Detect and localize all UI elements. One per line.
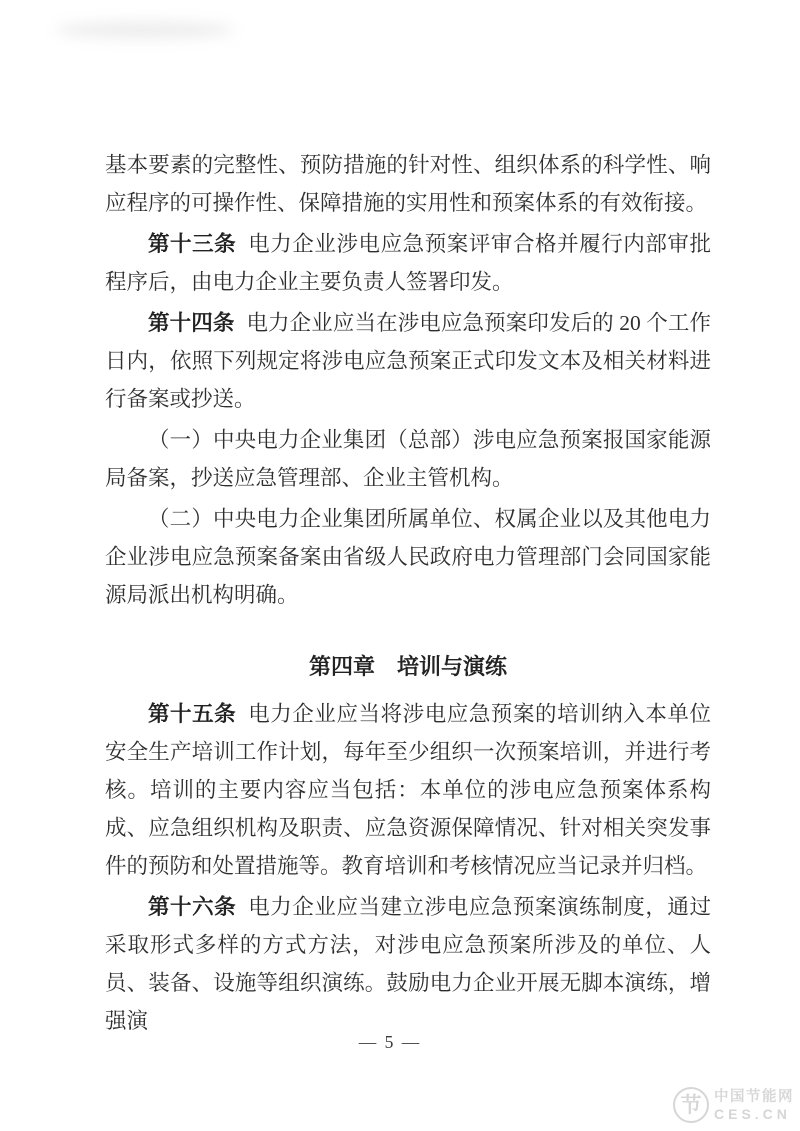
page-number	[105, 1032, 675, 1053]
paragraph-text: 电力企业涉电应急预案评审合格并履行内部审批程序后，由电力企业主要负责人签署印发。	[105, 232, 711, 294]
watermark-site-name: 中国节能网	[714, 1088, 794, 1105]
paragraph-text: 电力企业应当建立涉电应急预案演练制度，通过采取形式多样的方式方法，对涉电应急预案所涉及的单位、人员、装备、设施等组织演练。鼓励电力企业开展无脚本演练，增强演	[105, 895, 711, 1033]
page-number-text: — 5 —	[358, 1032, 422, 1052]
article-15-label: 第十五条	[148, 702, 237, 726]
watermark-text	[714, 1089, 794, 1122]
article-14-paragraph	[105, 304, 711, 418]
ces-logo-icon: 节	[673, 1087, 709, 1123]
paragraph-text: （一）中央电力企业集团（总部）涉电应急预案报国家能源局备案，抄送应急管理部、企业主管机构。	[105, 428, 711, 490]
item-1-paragraph	[105, 421, 711, 497]
chapter-number: 第四章	[308, 654, 375, 679]
chapter-title: 培训与演练	[397, 654, 508, 679]
paragraph-continuation	[105, 146, 711, 222]
item-2-paragraph	[105, 500, 711, 614]
paragraph-text: （二）中央电力企业集团所属单位、权属企业以及其他电力企业涉电应急预案备案由省级人民政府电力管理部门会同国家能源局派出机构明确。	[105, 507, 711, 607]
article-14-label: 第十四条	[148, 311, 235, 335]
article-13-label: 第十三条	[148, 232, 237, 256]
document-body	[105, 146, 711, 1043]
watermark-site-domain: CES.CN	[714, 1105, 791, 1122]
article-16-paragraph	[105, 888, 711, 1040]
chapter-4-heading	[105, 648, 711, 686]
paragraph-text: 基本要素的完整性、预防措施的针对性、组织体系的科学性、响应程序的可操作性、保障措施的实用性和预案体系的有效衔接。	[105, 153, 711, 215]
scan-artifact	[55, 22, 235, 38]
paragraph-text: 电力企业应当在涉电应急预案印发后的 20 个工作日内，依照下列规定将涉电应急预案正式印发文本及相关材料进行备案或抄送。	[105, 311, 711, 411]
watermark	[673, 1087, 794, 1123]
article-15-paragraph	[105, 695, 711, 885]
article-16-label: 第十六条	[148, 895, 237, 919]
paragraph-text: 电力企业应当将涉电应急预案的培训纳入本单位安全生产培训工作计划，每年至少组织一次预案培训，并进行考核。培训的主要内容应当包括：本单位的涉电应急预案体系构成、应急组织机构及职责、应急资源保障情况、针对相关突发事件的预防和处置措施等。教育培训和考核情况应当记录并归档。	[105, 702, 711, 878]
article-13-paragraph	[105, 225, 711, 301]
